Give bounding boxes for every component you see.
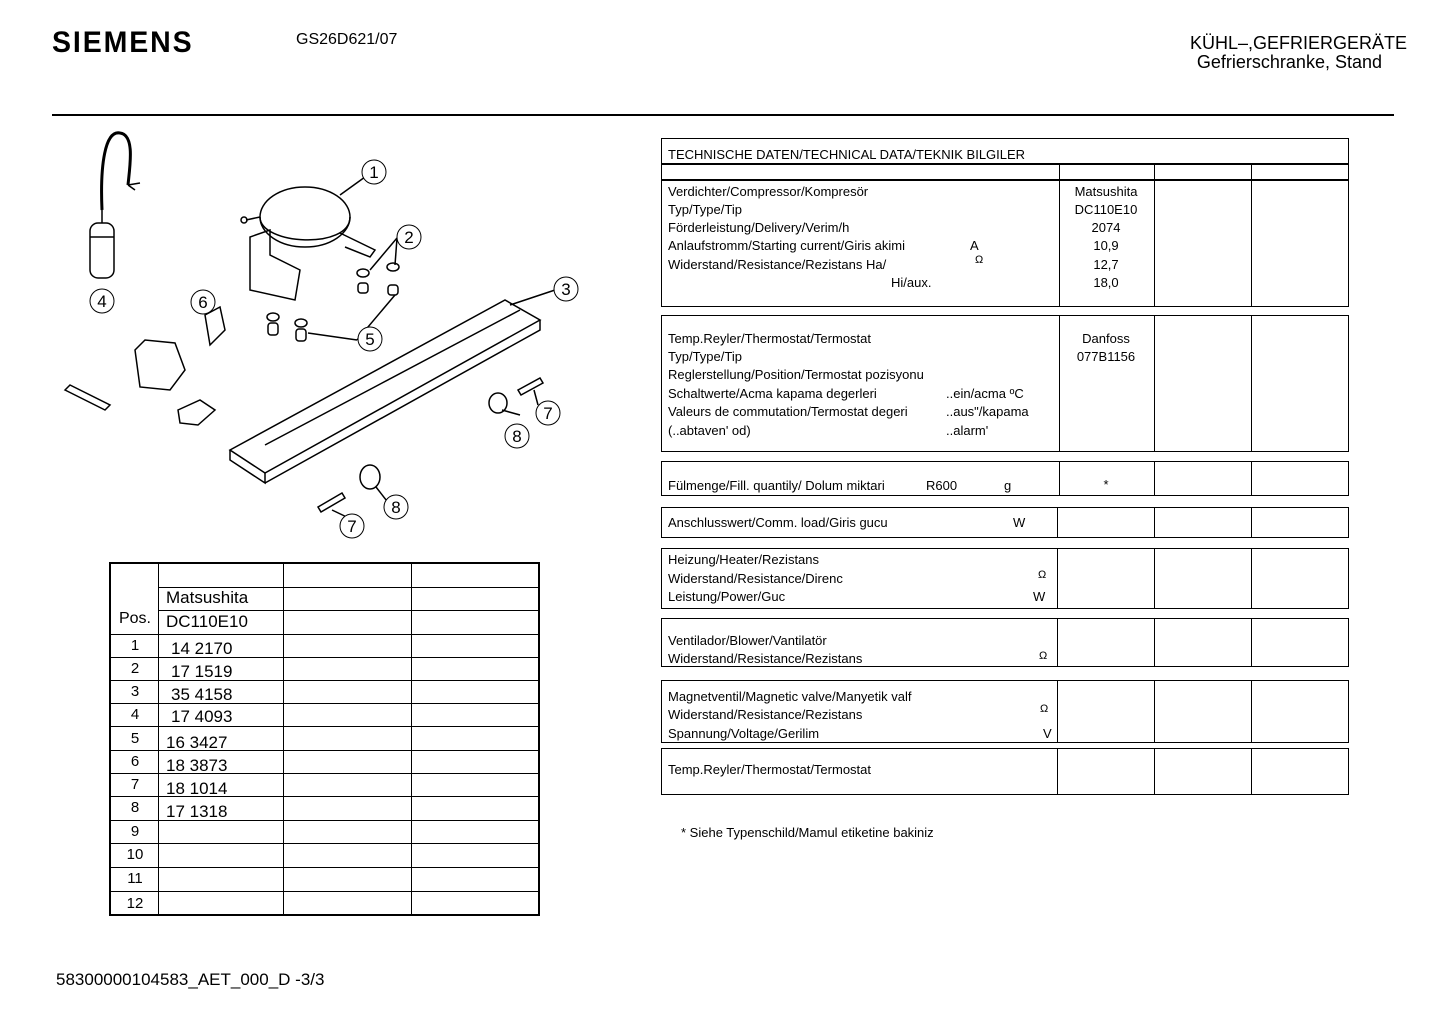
unit-ohm: Ω — [1039, 650, 1048, 662]
category-title: KÜHL–,GEFRIERGERÄTE — [1189, 33, 1407, 53]
table-row-pos: 11 — [127, 870, 143, 887]
table-row-pos: 9 — [130, 823, 140, 840]
table-row-pos: 10 — [126, 846, 144, 863]
parts-header-manufacturer: Matsushita — [166, 588, 249, 607]
table-row-pos: 7 — [130, 776, 140, 793]
thermostat-alarm-suffix: ..alarm' — [946, 423, 989, 438]
table-row-pos: 6 — [130, 753, 140, 770]
exploded-parts-diagram — [50, 125, 610, 550]
thermostat-value: Danfoss — [1082, 331, 1130, 346]
svg-text:8: 8 — [512, 427, 522, 446]
table-row-part: 14 2170 — [171, 639, 233, 658]
header-divider — [52, 114, 1394, 116]
blower-label: Ventilador/Blower/Vantilatör — [668, 633, 827, 648]
heater-resistance-label: Widerstand/Resistance/Direnc — [668, 571, 843, 586]
callout-5 — [358, 327, 382, 351]
thermostat-defrost-label: (..abtaven' od) — [668, 423, 751, 438]
tech-title: TECHNISCHE DATEN/TECHNICAL DATA/TEKNIK BILGILER — [668, 147, 1026, 162]
compressor-type-label: Typ/Type/Tip — [668, 202, 742, 217]
compressor-aux-label: Hi/aux. — [891, 275, 932, 290]
compressor-label: Verdichter/Compressor/Kompresör — [668, 184, 869, 199]
blower-section — [661, 618, 1349, 667]
magnetic-valve-section — [661, 680, 1349, 743]
fill-quantity-section — [661, 461, 1349, 496]
thermostat2-section — [661, 748, 1349, 795]
table-row-part: 35 4158 — [171, 685, 233, 704]
svg-text:7: 7 — [347, 517, 357, 536]
svg-text:6: 6 — [198, 293, 208, 312]
table-row-part: 17 1318 — [166, 802, 228, 821]
parts-header-pos: Pos. — [118, 610, 151, 627]
type-plate-note: * Siehe Typenschild/Mamul etiketine bakiniz — [681, 825, 934, 840]
valve-resistance-label: Widerstand/Resistance/Rezistans — [668, 707, 863, 722]
unit-ampere: A — [970, 238, 979, 253]
parts-header-model: DC110E10 — [166, 612, 248, 631]
valve-voltage-label: Spannung/Voltage/Gerilim — [668, 726, 820, 741]
svg-text:7: 7 — [543, 404, 553, 423]
compressor-aux-value: 18,0 — [1093, 275, 1119, 290]
thermostat-label: Temp.Reyler/Thermostat/Termostat — [668, 331, 872, 346]
callout-4 — [90, 289, 114, 313]
unit-ohm: Ω — [1040, 703, 1049, 715]
document-id: 58300000104583_AET_000_D -3/3 — [56, 970, 325, 989]
table-row-part: 18 3873 — [166, 756, 228, 775]
unit-gram: g — [1004, 478, 1012, 493]
tech-column-header — [661, 164, 1349, 180]
callout-2 — [397, 225, 421, 249]
svg-text:5: 5 — [365, 330, 375, 349]
compressor-value: Matsushita — [1074, 184, 1138, 199]
fill-quantity-value: * — [1103, 477, 1109, 492]
table-row-part: 17 1519 — [171, 662, 233, 681]
compressor-delivery-label: Förderleistung/Delivery/Verim/h — [668, 220, 850, 235]
compressor-resistance-value: 12,7 — [1093, 257, 1119, 272]
svg-text:8: 8 — [391, 498, 401, 517]
refrigerant-type: R600 — [926, 478, 958, 493]
unit-watt: W — [1033, 589, 1046, 604]
thermostat-section — [661, 315, 1349, 452]
table-row-part: 17 4093 — [171, 707, 233, 726]
table-row-part: 18 1014 — [166, 779, 228, 798]
thermostat-switch-label: Schaltwerte/Acma kapama degerleri — [668, 386, 877, 401]
thermostat2-label: Temp.Reyler/Thermostat/Termostat — [668, 762, 872, 777]
thermostat-off-suffix: ..aus"/kapama — [946, 404, 1029, 419]
callout-8a — [505, 424, 529, 448]
brand-logo: SIEMENS — [52, 26, 194, 59]
callout-7b — [340, 514, 364, 538]
unit-ohm: Ω — [1038, 569, 1047, 581]
unit-watt: W — [1013, 515, 1026, 530]
callout-1 — [362, 160, 386, 184]
thermostat-values-label: Valeurs de commutation/Termostat degeri — [668, 404, 908, 419]
table-row-pos: 8 — [130, 799, 140, 816]
valve-label: Magnetventil/Magnetic valve/Manyetik valf — [668, 689, 912, 704]
svg-text:2: 2 — [404, 228, 414, 247]
connected-load-section — [661, 507, 1349, 538]
category-subtitle: Gefrierschranke, Stand — [1196, 52, 1382, 72]
model-number: GS26D621/07 — [296, 31, 398, 48]
compressor-resistance-label: Widerstand/Resistance/Rezistans Ha/ — [668, 257, 887, 272]
table-row-pos: 12 — [126, 895, 144, 912]
svg-text:1: 1 — [369, 163, 379, 182]
callout-3 — [554, 277, 578, 301]
compressor-delivery-value: 2074 — [1091, 220, 1121, 235]
compressor-type-value: DC110E10 — [1074, 202, 1138, 217]
fill-quantity-label: Fülmenge/Fill. quantily/ Dolum miktari — [668, 478, 885, 493]
table-row-part: 16 3427 — [166, 733, 228, 752]
thermostat-type-value: 077B1156 — [1076, 349, 1136, 364]
blower-resistance-label: Widerstand/Resistance/Rezistans — [668, 651, 863, 666]
callout-7a — [536, 401, 560, 425]
table-row-pos: 2 — [130, 660, 140, 677]
compressor-current-value: 10,9 — [1093, 238, 1119, 253]
thermostat-type-label: Typ/Type/Tip — [668, 349, 742, 364]
callout-8b — [384, 495, 408, 519]
unit-ohm: Ω — [975, 254, 984, 266]
table-row-pos: 3 — [130, 683, 140, 700]
heater-section — [661, 548, 1349, 609]
tech-title-row — [661, 138, 1349, 164]
heater-power-label: Leistung/Power/Guc — [668, 589, 786, 604]
table-row-pos: 1 — [130, 637, 140, 654]
heater-label: Heizung/Heater/Rezistans — [668, 552, 820, 567]
callout-6 — [191, 290, 215, 314]
parts-table — [109, 562, 540, 916]
svg-text:4: 4 — [97, 292, 107, 311]
compressor-section — [661, 180, 1349, 307]
unit-volt: V — [1043, 726, 1052, 741]
connected-load-label: Anschlusswert/Comm. load/Giris gucu — [668, 515, 888, 530]
thermostat-position-label: Reglerstellung/Position/Termostat pozisyonu — [668, 367, 924, 382]
table-row-pos: 4 — [130, 706, 140, 723]
svg-text:3: 3 — [561, 280, 571, 299]
table-row-pos: 5 — [130, 730, 140, 747]
thermostat-on-suffix: ..ein/acma ºC — [946, 386, 1024, 401]
compressor-current-label: Anlaufstromm/Starting current/Giris akimi — [668, 238, 905, 253]
